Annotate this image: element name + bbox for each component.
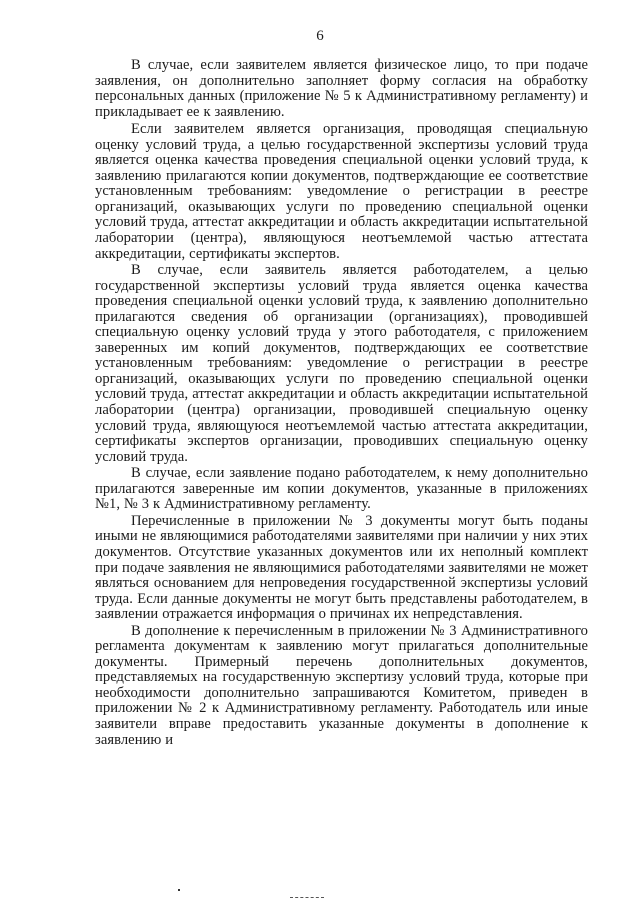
paragraph-additional-documents: В дополнение к перечисленным в приложении № 3 Административного регламента документам к заявлению могут прилагаться дополнительные документы. Примерный перечень дополнительных документов, представляемых на государственную экспертизу условий труда, которые при необходимости дополнительно запрашиваются Комитетом, приведен в приложении № 2 к Административному регламенту. Работодатель или иные заявители вправе предоставить указанные документы в дополнение к заявлению и [95,622,588,748]
document-body [95,58,588,748]
scan-mark-line [290,897,324,899]
paragraph-other-applicants: Перечисленные в приложении № 3 документы могут быть поданы иными не являющимися работодателями заявителями при наличии у них этих документов. Отсутствие указанных документов или их неполный комплект при подаче заявления не являющимися работодателями заявителями не может являться основанием для непроведения государственной экспертизы условий труда. Если данные документы не могут быть представлены работодателем, в заявлении отражается информация о причинах их непредставления. [95,512,588,623]
paragraph-employer-applicant: В случае, если заявитель является работодателем, а целью государственной экспертизы условий труда является оценка качества проведения специальной оценки условий труда, к заявлению дополнительно прилагаются сведения об организации (организациях), проводившей специальную оценку условий труда у этого работодателя, с приложением заверенных им копий документов, подтверждающих ее соответствие установленным требованиям: уведомление о регистрации в реестре организаций, оказывающих услуги по проведению специальной оценки условий труда, аттестат аккредитации и область аккредитации испытательной лаборатории (центра) организации, проводившей специальную оценку условий труда, являющуюся неотъемлемой частью аттестата аккредитации, сертификаты экспертов организации, проводивших специальную оценку условий труда. [95,262,588,465]
scan-mark-dot [178,889,180,891]
page-number: 6 [316,28,324,44]
paragraph-employer-attachments: В случае, если заявление подано работодателем, к нему дополнительно прилагаются заверенные им копии документов, указанные в приложениях №1, № 3 к Административному регламенту. [95,465,588,513]
paragraph-individual-applicant: В случае, если заявителем является физическое лицо, то при подаче заявления, он дополнительно заполняет форму согласия на обработку персональных данных (приложение № 5 к Административному регламенту) и прикладывает ее к заявлению. [95,57,588,120]
paragraph-organization-applicant: Если заявителем является организация, проводящая специальную оценку условий труда, а целью государственной экспертизы условий труда является оценка качества проведения специальной оценки условий труда, к заявлению прилагаются копии документов, подтверждающие ее соответствие установленным требованиям: уведомление о регистрации в реестре организаций, оказывающих услуги по проведению специальной оценки условий труда, аттестат аккредитации и область аккредитации испытательной лаборатории (центра), являющуюся неотъемлемой частью аттестата аккредитации, сертификаты экспертов. [95,121,588,262]
